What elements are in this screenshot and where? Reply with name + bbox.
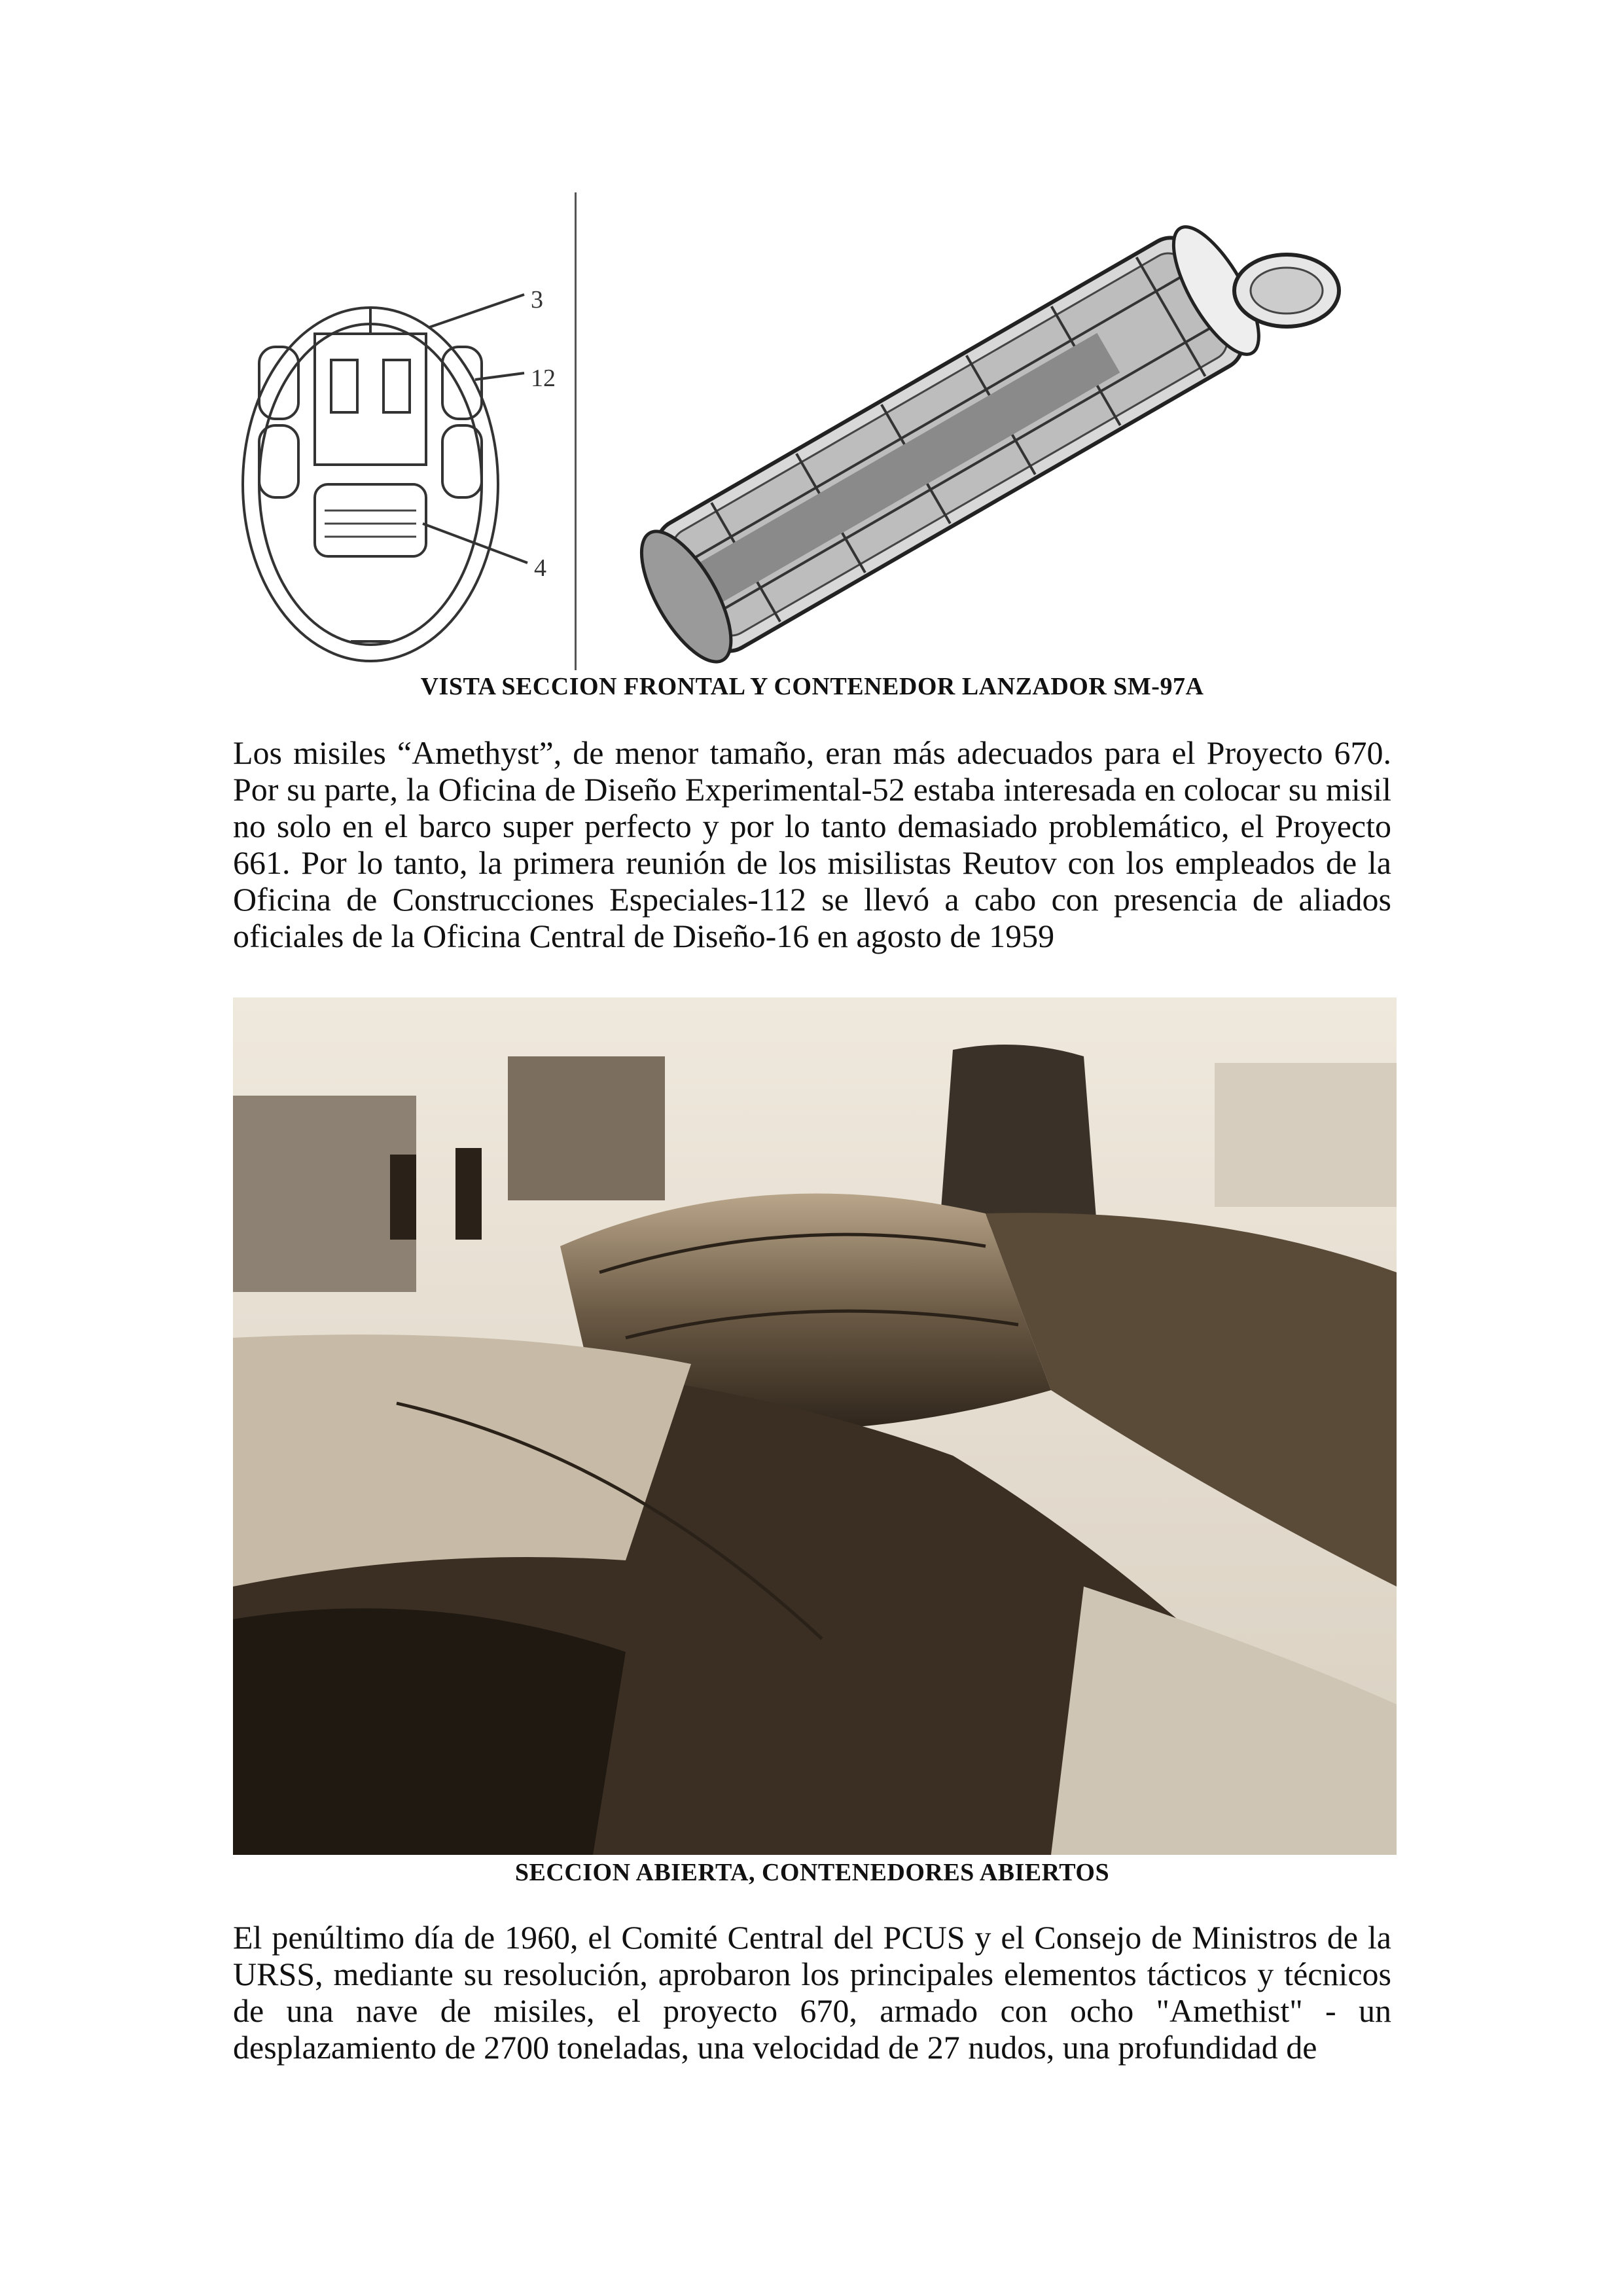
figure2-caption: SECCION ABIERTA, CONTENEDORES ABIERTOS bbox=[514, 1859, 1110, 1886]
figure1-caption: VISTA SECCION FRONTAL Y CONTENEDOR LANZADOR SM-97A bbox=[420, 673, 1204, 700]
submarine-photo bbox=[233, 997, 1397, 1855]
paragraph-1: Los misiles “Amethyst”, de menor tamaño, eran más adecuados para el Proyecto 670. Por su parte, la Oficina de Diseño Experimental-52 estaba interesada en colocar su misil no solo en el barco super perfecto y por lo tanto demasiado problemático, el Proyecto 661. Por lo tanto, la primera reunión de los misilistas Reutov con los empleados de la Oficina de Construcciones Especiales-112 se llevó a cabo con presencia de aliados oficiales de la Oficina Central de Diseño-16 en agosto de 1959 bbox=[233, 734, 1391, 954]
diagram-label-3: 3 bbox=[531, 288, 543, 314]
cross-section-diagram bbox=[233, 288, 573, 668]
launcher-container-illustration bbox=[580, 192, 1365, 670]
paragraph-2: El penúltimo día de 1960, el Comité Central del PCUS y el Consejo de Ministros de la URSS, mediante su resolución, aprobaron los principales elementos tácticos y técnicos de una nave de misiles, el proyecto 670, armado con ocho "Amethist" - un desplazamiento de 2700 toneladas, una velocidad de 27 nudos, una profundidad de bbox=[233, 1919, 1391, 2066]
figure-divider bbox=[575, 192, 577, 670]
diagram-label-4: 4 bbox=[534, 554, 546, 582]
diagram-label-12: 12 bbox=[531, 365, 556, 392]
